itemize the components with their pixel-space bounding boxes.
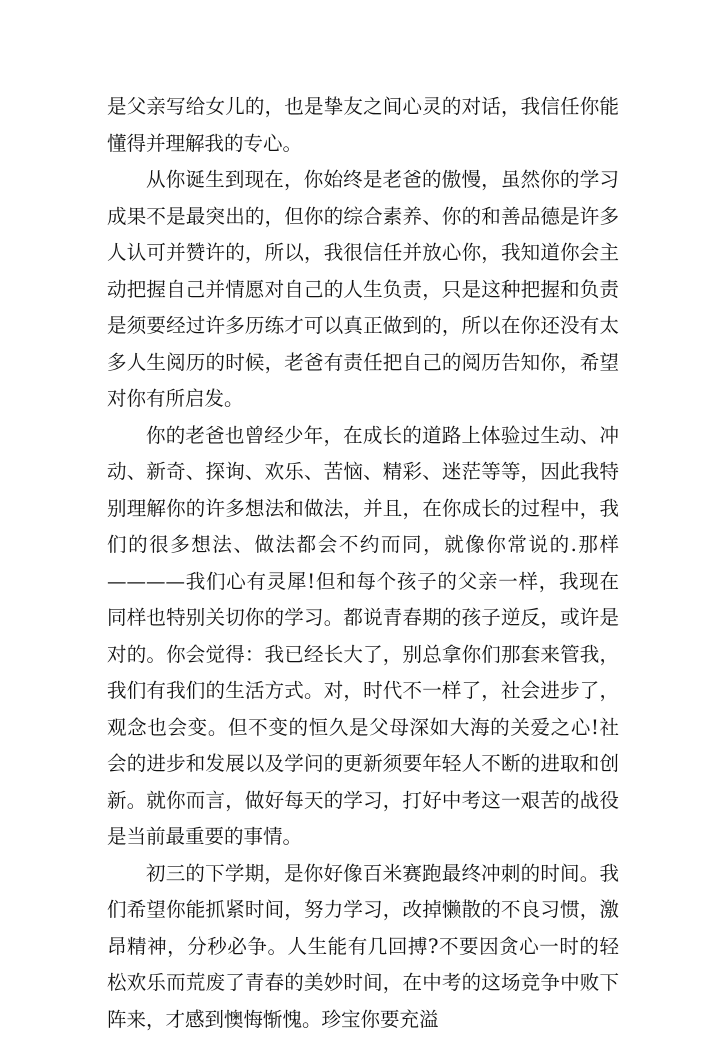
letter-body [107,89,619,1038]
paragraph-continuation: 是父亲写给女儿的，也是挚友之间心灵的对话，我信任你能懂得并理解我的专心。 [107,89,619,162]
paragraph-father-youth: 你的老爸也曾经少年，在成长的道路上体验过生动、冲动、新奇、探询、欢乐、苦恼、精彩、迷茫等等，因此我特别理解你的许多想法和做法，并且，在你成长的过程中，我们的很多想法、做法都会不约而同，就像你常说的.那样————我们心有灵犀!但和每个孩子的父亲一样，我现在同样也特别关切你的学习。都说青春期的孩子逆反，或许是对的。你会觉得：我已经长大了，别总拿你们那套来管我，我们有我们的生活方式。对，时代不一样了，社会进步了，观念也会变。但不变的恒久是父母深如大海的关爱之心!社会的进步和发展以及学问的更新须要年轻人不断的进取和创新。就你而言，做好每天的学习，打好中考这一艰苦的战役是当前最重要的事情。 [107,418,619,856]
paragraph-final-semester: 初三的下学期，是你好像百米赛跑最终冲刺的时间。我们希望你能抓紧时间，努力学习，改掉懒散的不良习惯，激昂精神，分秒必争。人生能有几回搏?不要因贪心一时的轻松欢乐而荒废了青春的美妙时间，在中考的这场竞争中败下阵来，才感到懊悔惭愧。珍宝你要充溢 [107,856,619,1038]
paragraph-since-birth: 从你诞生到现在，你始终是老爸的傲慢，虽然你的学习成果不是最突出的，但你的综合素养、你的和善品德是许多人认可并赞许的，所以，我很信任并放心你，我知道你会主动把握自己并情愿对自己的人生负责，只是这种把握和负责是须要经过许多历练才可以真正做到的，所以在你还没有太多人生阅历的时候，老爸有责任把自己的阅历告知你，希望对你有所启发。 [107,162,619,418]
